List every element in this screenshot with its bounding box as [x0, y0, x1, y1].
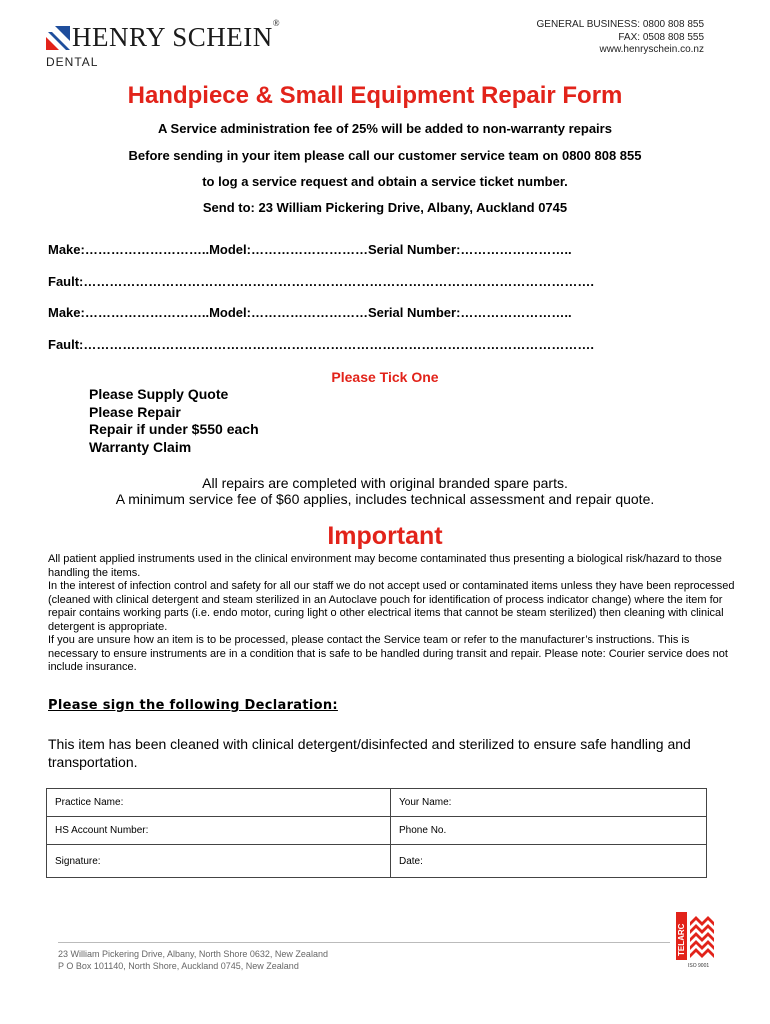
- option-repair-under-limit[interactable]: Repair if under $550 each: [89, 421, 259, 437]
- item1-make-model-serial[interactable]: Make:………………………..Model:………………………Serial Number:……………………..: [48, 242, 572, 257]
- minimum-fee-notice: A minimum service fee of $60 applies, includes technical assessment and repair quote.: [115, 491, 655, 507]
- form-title: Handpiece & Small Equipment Repair Form: [127, 82, 623, 109]
- item2-make-model-serial[interactable]: Make:………………………..Model:………………………Serial Number:……………………..: [48, 305, 572, 320]
- practice-name-field[interactable]: Practice Name:: [47, 789, 391, 817]
- phone-field[interactable]: Phone No.: [391, 817, 707, 845]
- important-paragraph-3: If you are unsure how an item is to be processed, please contact the Service team or refer to the manufacturer’s instructions. This is necessary to ensure instruments are in a condition that is safe to be handled during transit and repair. Please note: Courier service does not include insurance.: [48, 634, 728, 673]
- declaration-text: This item has been cleaned with clinical detergent/disinfected and sterilized to ensure safe handling and transportation.: [48, 736, 691, 770]
- brand-logo-text: [72, 18, 281, 53]
- brand-name: HENRY SCHEIN: [72, 22, 273, 52]
- registered-mark: ®: [272, 18, 281, 28]
- contact-fax: FAX: 0508 808 555: [618, 31, 704, 43]
- option-supply-quote[interactable]: Please Supply Quote: [89, 386, 229, 402]
- your-name-field[interactable]: Your Name:: [391, 789, 707, 817]
- call-instruction-2: to log a service request and obtain a service ticket number.: [202, 174, 568, 189]
- contact-phone: GENERAL BUSINESS: 0800 808 855: [536, 19, 704, 30]
- important-paragraph-1: All patient applied instruments used in the clinical environment may become contaminated thus presenting a biological risk/hazard to those handling the items.: [48, 553, 722, 579]
- signature-field[interactable]: Signature:: [47, 845, 391, 878]
- item1-fault[interactable]: Fault:……………………………………………………………………………………………………….: [48, 274, 594, 289]
- tick-title: Please Tick One: [331, 369, 439, 385]
- send-to-address: Send to: 23 William Pickering Drive, Albany, Auckland 0745: [202, 200, 568, 215]
- declaration-heading: Please sign the following Declaration:: [48, 698, 338, 713]
- date-field[interactable]: Date:: [391, 845, 707, 878]
- telarc-iso-text: ISO 9001: [688, 963, 710, 968]
- contact-website: www.henryschein.co.nz: [599, 44, 704, 55]
- footer-divider: [58, 942, 670, 943]
- option-warranty-claim[interactable]: Warranty Claim: [89, 438, 192, 455]
- fee-notice: A Service administration fee of 25% will be added to non-warranty repairs: [158, 121, 612, 136]
- footer-address: [58, 948, 328, 972]
- item2-fault[interactable]: Fault:……………………………………………………………………………………………………….: [48, 337, 594, 352]
- spare-parts-notice: All repairs are completed with original branded spare parts.: [202, 475, 568, 491]
- call-instruction-1: Before sending in your item please call our customer service team on 0800 808 855: [128, 148, 642, 163]
- hs-account-field[interactable]: HS Account Number:: [47, 817, 391, 845]
- option-repair[interactable]: Please Repair: [89, 403, 181, 420]
- telarc-badge-text: TELARC: [677, 923, 686, 956]
- telarc-certification-icon: [676, 912, 716, 968]
- footer-po-box: P O Box 101140, North Shore, Auckland 0745, New Zealand: [58, 961, 299, 971]
- henry-schein-logo-icon: [46, 26, 70, 50]
- footer-street: 23 William Pickering Drive, Albany, North Shore 0632, New Zealand: [58, 949, 328, 959]
- tick-options: [89, 386, 259, 456]
- brand-division: DENTAL: [46, 55, 99, 69]
- important-heading: Important: [327, 522, 443, 550]
- important-paragraph-2: In the interest of infection control and safety for all our staff we do not accept used or contaminated items unless they have been reprocessed (cleaned with clinical detergent and steam sterilized in an Autoclave pouch for identification of process indicator change) where the item for repair contains working parts (i.e. endo motor, curing light o other electrical items that cannot be steam sterilized) then cleaning with clinical detergent is appropriate.: [48, 580, 735, 633]
- important-body: [48, 553, 736, 675]
- contact-block: [537, 19, 705, 57]
- signature-table: [46, 788, 707, 878]
